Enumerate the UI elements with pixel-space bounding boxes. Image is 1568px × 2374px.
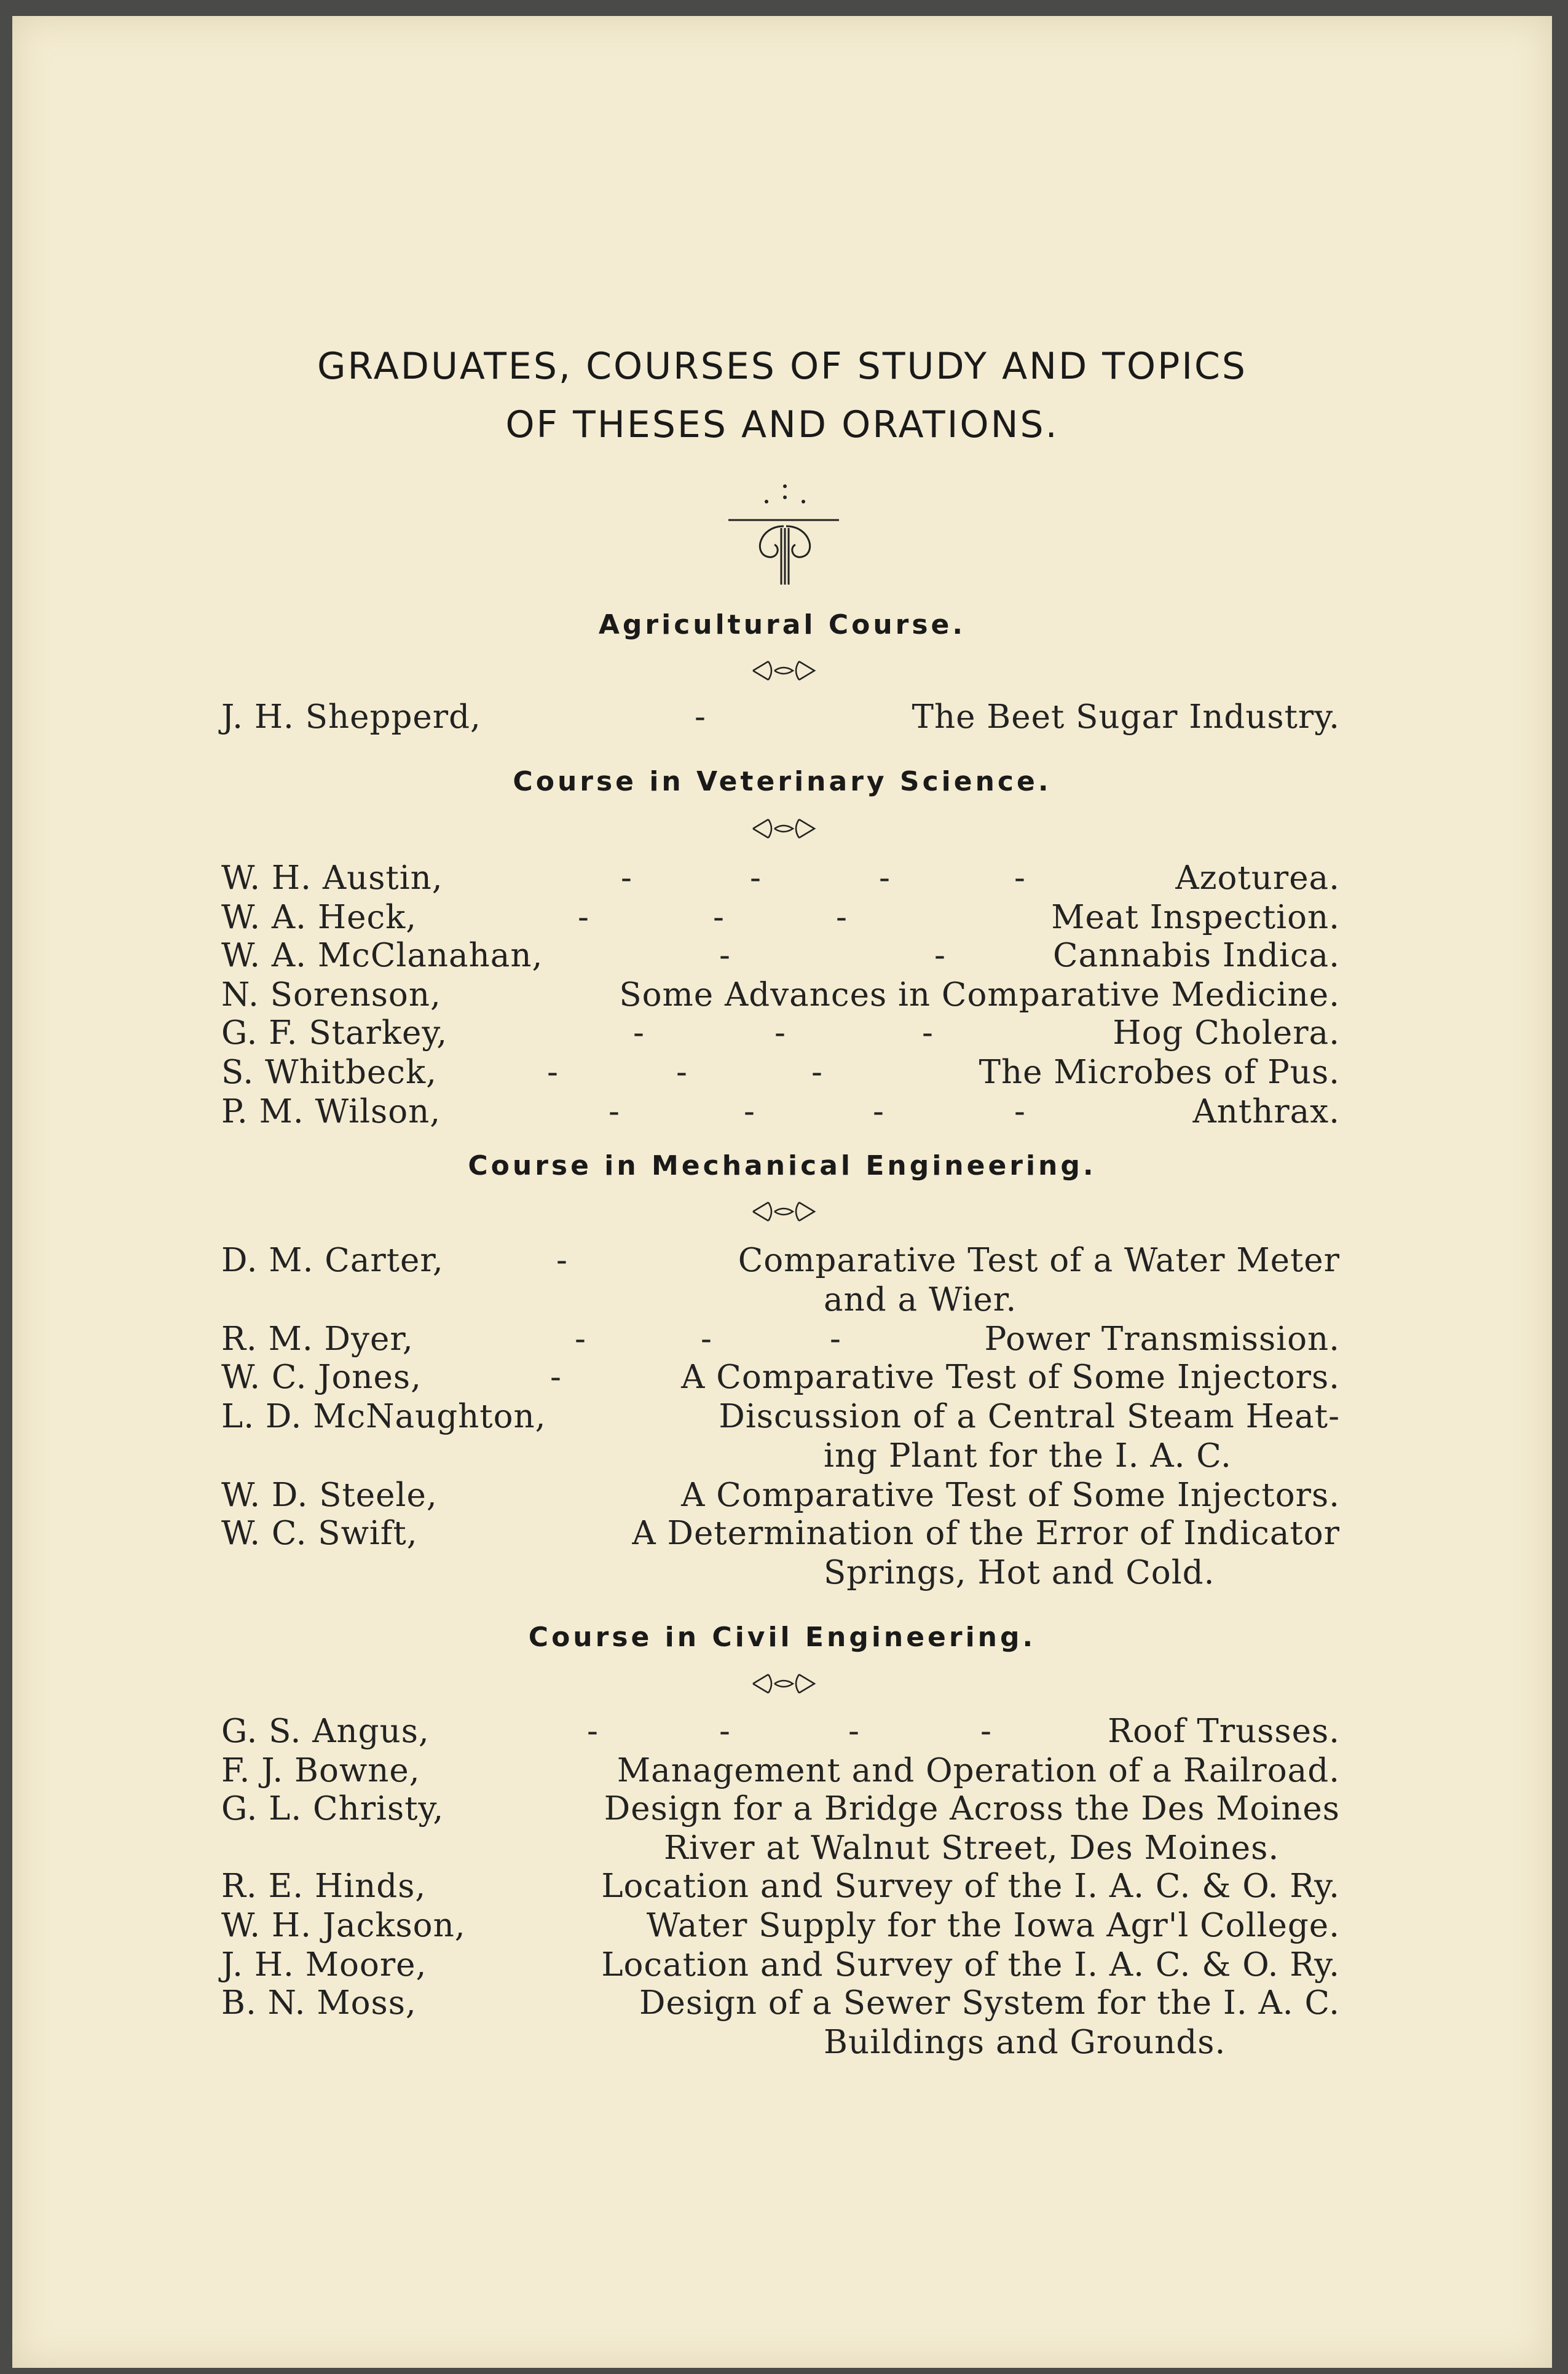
- list-item: J. H. Shepperd, - The Beet Sugar Industry.: [221, 698, 1340, 736]
- list-item: R. M. Dyer, - - - Power Transmission.: [221, 1320, 1340, 1358]
- flourish-divider-icon: [747, 1196, 821, 1227]
- list-item: G. S. Angus, - - - - Roof Trusses.: [221, 1713, 1340, 1750]
- list-item: F. J. Bowne, Management and Operation of a Railroad.: [221, 1752, 1340, 1789]
- flourish-divider-icon: [747, 813, 821, 844]
- page-subtitle: OF THESES AND ORATIONS.: [505, 403, 1059, 446]
- list-item: W. A. Heck, - - - Meat Inspection.: [221, 899, 1340, 936]
- list-item-continuation: Springs, Hot and Cold.: [824, 1554, 1215, 1591]
- list-item: B. N. Moss, Design of a Sewer System for the I. A. C.: [221, 1984, 1340, 2022]
- list-item: W. A. McClanahan, - - Cannabis Indica.: [221, 937, 1340, 974]
- list-item-continuation: Buildings and Grounds.: [824, 2024, 1226, 2061]
- list-item: W. H. Austin, - - - - Azoturea.: [221, 859, 1340, 897]
- flourish-divider-icon: [747, 1668, 821, 1699]
- page-title: GRADUATES, COURSES OF STUDY AND TOPICS: [317, 345, 1247, 388]
- section-title-veterinary: Course in Veterinary Science.: [513, 766, 1052, 797]
- list-item: N. Sorenson, Some Advances in Comparative Medicine.: [221, 976, 1340, 1014]
- list-item: G. F. Starkey, - - - Hog Cholera.: [221, 1014, 1340, 1052]
- list-item-continuation: ing Plant for the I. A. C.: [824, 1437, 1232, 1475]
- list-item: S. Whitbeck, - - - The Microbes of Pus.: [221, 1054, 1340, 1091]
- top-ornament-icon: [716, 468, 851, 591]
- list-item-continuation: and a Wier.: [824, 1281, 1017, 1319]
- list-item-continuation: River at Walnut Street, Des Moines.: [664, 1829, 1280, 1867]
- list-item: P. M. Wilson, - - - - Anthrax.: [221, 1093, 1340, 1130]
- list-item: W. H. Jackson, Water Supply for the Iowa Agr'l College.: [221, 1907, 1340, 1944]
- list-item: W. C. Jones, - A Comparative Test of Some Injectors.: [221, 1359, 1340, 1396]
- list-item: L. D. McNaughton, Discussion of a Central Steam Heat-: [221, 1398, 1340, 1435]
- list-item: W. D. Steele, A Comparative Test of Some Injectors.: [221, 1477, 1340, 1514]
- list-item: W. C. Swift, A Determination of the Error of Indicator: [221, 1515, 1340, 1552]
- list-item: J. H. Moore, Location and Survey of the I. A. C. & O. Ry.: [221, 1946, 1340, 1984]
- document-page: [12, 16, 1552, 2368]
- list-item: G. L. Christy, Design for a Bridge Across the Des Moines: [221, 1790, 1340, 1828]
- section-title-mechanical: Course in Mechanical Engineering.: [468, 1150, 1097, 1181]
- list-item: R. E. Hinds, Location and Survey of the I. A. C. & O. Ry.: [221, 1867, 1340, 1905]
- section-title-agricultural: Agricultural Course.: [598, 609, 966, 641]
- section-title-civil: Course in Civil Engineering.: [528, 1622, 1036, 1653]
- flourish-divider-icon: [747, 655, 821, 686]
- list-item: D. M. Carter, - Comparative Test of a Water Meter: [221, 1242, 1340, 1279]
